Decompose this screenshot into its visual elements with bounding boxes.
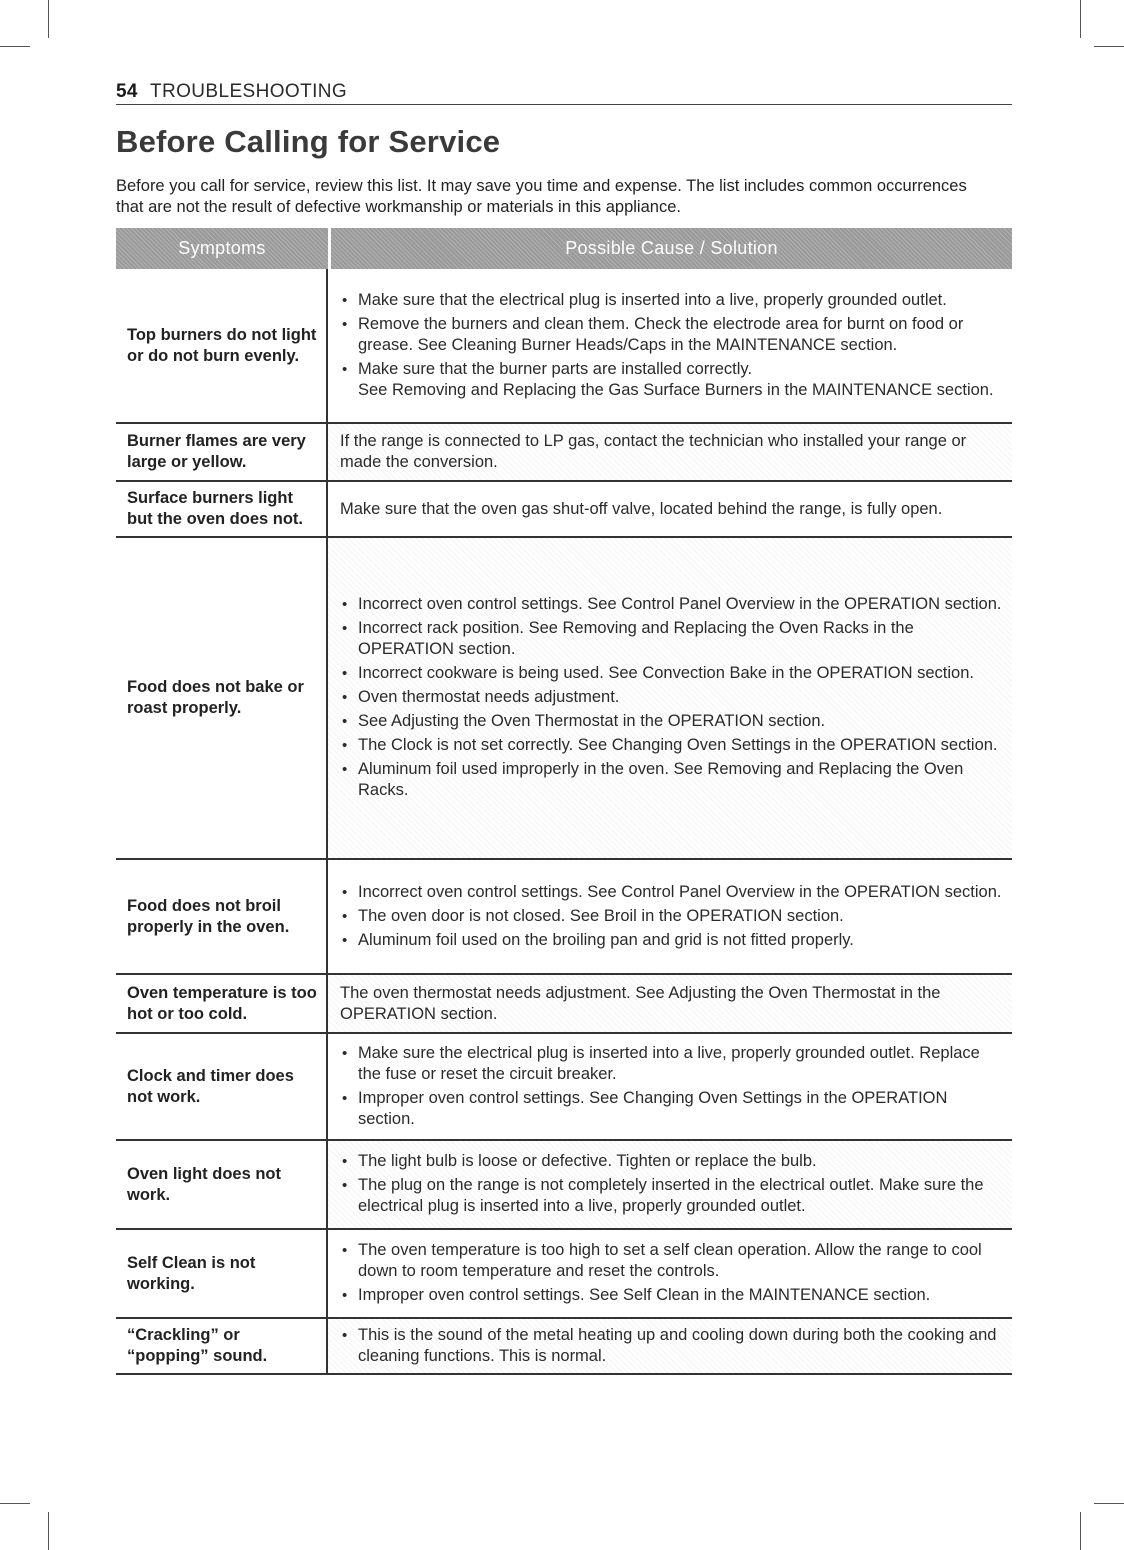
- table-row: [116, 975, 1012, 1034]
- list-item: • Remove the burners and clean them. Check the electrode area for burnt on food or grease. See Cleaning Burner Heads/Caps in the MAINTENANCE section.: [340, 314, 1006, 356]
- symptom-text: Clock and timer does not work.: [127, 1066, 294, 1106]
- crop-mark: [48, 1512, 49, 1550]
- list-item: • The Clock is not set correctly. See Changing Oven Settings in the OPERATION section.: [340, 735, 1006, 756]
- solution-header: Possible Cause / Solution: [331, 228, 1012, 269]
- crop-mark: [48, 0, 49, 38]
- solution-cell: [328, 1230, 1012, 1317]
- page-title: Before Calling for Service: [116, 124, 501, 159]
- crop-mark: [0, 46, 30, 47]
- symptom-text: Oven light does not work.: [127, 1164, 282, 1204]
- list-item: • See Adjusting the Oven Thermostat in the OPERATION section.: [340, 711, 1006, 732]
- solution-text: The oven thermostat needs adjustment. See Adjusting the Oven Thermostat in the OPERATION section.: [340, 983, 941, 1023]
- list-item: • Incorrect cookware is being used. See Convection Bake in the OPERATION section.: [340, 663, 1006, 684]
- symptom-cell: [116, 482, 328, 536]
- list-item: • Improper oven control settings. See Self Clean in the MAINTENANCE section.: [340, 1285, 1006, 1306]
- symptom-cell: [116, 975, 328, 1032]
- symptoms-header: Symptoms: [116, 228, 328, 269]
- continuation-text: See Removing and Replacing the Gas Surface Burners in the MAINTENANCE section.: [358, 381, 994, 399]
- solution-cell: [328, 269, 1012, 422]
- crop-mark: [1080, 1512, 1081, 1550]
- symptom-cell: [116, 860, 328, 973]
- crop-mark: [1094, 46, 1124, 47]
- header-divider: [116, 104, 1012, 105]
- symptom-text: Surface burners light but the oven does not.: [127, 489, 303, 528]
- symptom-text: Burner flames are very large or yellow.: [127, 432, 306, 471]
- symptom-cell: [116, 538, 328, 858]
- crop-mark: [1094, 1503, 1124, 1504]
- solution-text: Make sure that the oven gas shut-off valve, located behind the range, is fully open.: [340, 499, 943, 518]
- table-row: [116, 269, 1012, 424]
- solution-cell: [328, 424, 1012, 480]
- list-item: • Incorrect oven control settings. See Control Panel Overview in the OPERATION section.: [340, 594, 1006, 615]
- symptom-cell: [116, 1141, 328, 1228]
- symptom-cell: [116, 269, 328, 422]
- table-row: [116, 482, 1012, 538]
- table-row: [116, 1141, 1012, 1230]
- solution-cell: [328, 538, 1012, 858]
- solution-cell: [328, 482, 1012, 536]
- crop-mark: [1080, 0, 1081, 38]
- list-item: • Make sure that the burner parts are installed correctly.: [340, 359, 1006, 380]
- solution-cell: [328, 860, 1012, 973]
- list-item: • Incorrect rack position. See Removing and Replacing the Oven Racks in the OPERATION section.: [340, 618, 1006, 660]
- symptom-text: Top burners do not light or do not burn evenly.: [127, 325, 317, 365]
- intro-paragraph: Before you call for service, review this list. It may save you time and expense. The list includes common occurrences that are not the result of defective workmanship or materials in this appliance.: [116, 177, 967, 216]
- list-item: • This is the sound of the metal heating up and cooling down during both the cooking and cleaning functions. This is normal.: [340, 1325, 1006, 1367]
- solution-cell: [328, 1319, 1012, 1373]
- symptom-cell: [116, 1230, 328, 1317]
- symptom-text: Oven temperature is too hot or too cold.: [127, 983, 317, 1023]
- list-item: • Oven thermostat needs adjustment.: [340, 687, 1006, 708]
- symptom-text: Food does not broil properly in the oven.: [127, 896, 290, 936]
- table-header: [116, 228, 1012, 269]
- table-row: [116, 424, 1012, 482]
- table-row: [116, 1230, 1012, 1319]
- list-item: • The light bulb is loose or defective. Tighten or replace the bulb.: [340, 1151, 1006, 1172]
- solution-cell: [328, 1034, 1012, 1139]
- solution-cell: [328, 975, 1012, 1032]
- list-item: • The oven temperature is too high to set a self clean operation. Allow the range to cool down to room temperature and reset the controls.: [340, 1240, 1006, 1282]
- page-number: 54: [116, 81, 138, 102]
- table-row: [116, 538, 1012, 860]
- list-item: • Aluminum foil used improperly in the oven. See Removing and Replacing the Oven Racks.: [340, 759, 1006, 801]
- list-item: • Make sure that the electrical plug is inserted into a live, properly grounded outlet.: [340, 290, 1006, 311]
- list-item: • The plug on the range is not completely inserted in the electrical outlet. Make sure the electrical plug is inserted into a live, properly grounded outlet.: [340, 1175, 1006, 1217]
- table-row: [116, 860, 1012, 975]
- symptom-cell: [116, 1034, 328, 1139]
- symptom-cell: [116, 424, 328, 480]
- symptom-text: Self Clean is not working.: [127, 1253, 256, 1293]
- crop-mark: [0, 1503, 30, 1504]
- section-label: TROUBLESHOOTING: [150, 81, 348, 102]
- list-item: • Aluminum foil used on the broiling pan and grid is not fitted properly.: [340, 930, 1006, 951]
- list-item: • Make sure the electrical plug is inserted into a live, properly grounded outlet. Replace the fuse or reset the circuit breaker.: [340, 1043, 1006, 1085]
- list-item: • Improper oven control settings. See Changing Oven Settings in the OPERATION section.: [340, 1088, 1006, 1130]
- symptom-cell: [116, 1319, 328, 1373]
- symptom-text: Food does not bake or roast properly.: [127, 678, 304, 717]
- solution-text: If the range is connected to LP gas, contact the technician who installed your range or made the conversion.: [340, 432, 967, 471]
- table-row: [116, 1034, 1012, 1141]
- troubleshooting-table: [116, 228, 1012, 1375]
- solution-cell: [328, 1141, 1012, 1228]
- list-item: • The oven door is not closed. See Broil in the OPERATION section.: [340, 906, 1006, 927]
- symptom-text: “Crackling” or “popping” sound.: [127, 1326, 268, 1365]
- table-row: [116, 1319, 1012, 1375]
- list-item: • Incorrect oven control settings. See Control Panel Overview in the OPERATION section.: [340, 882, 1006, 903]
